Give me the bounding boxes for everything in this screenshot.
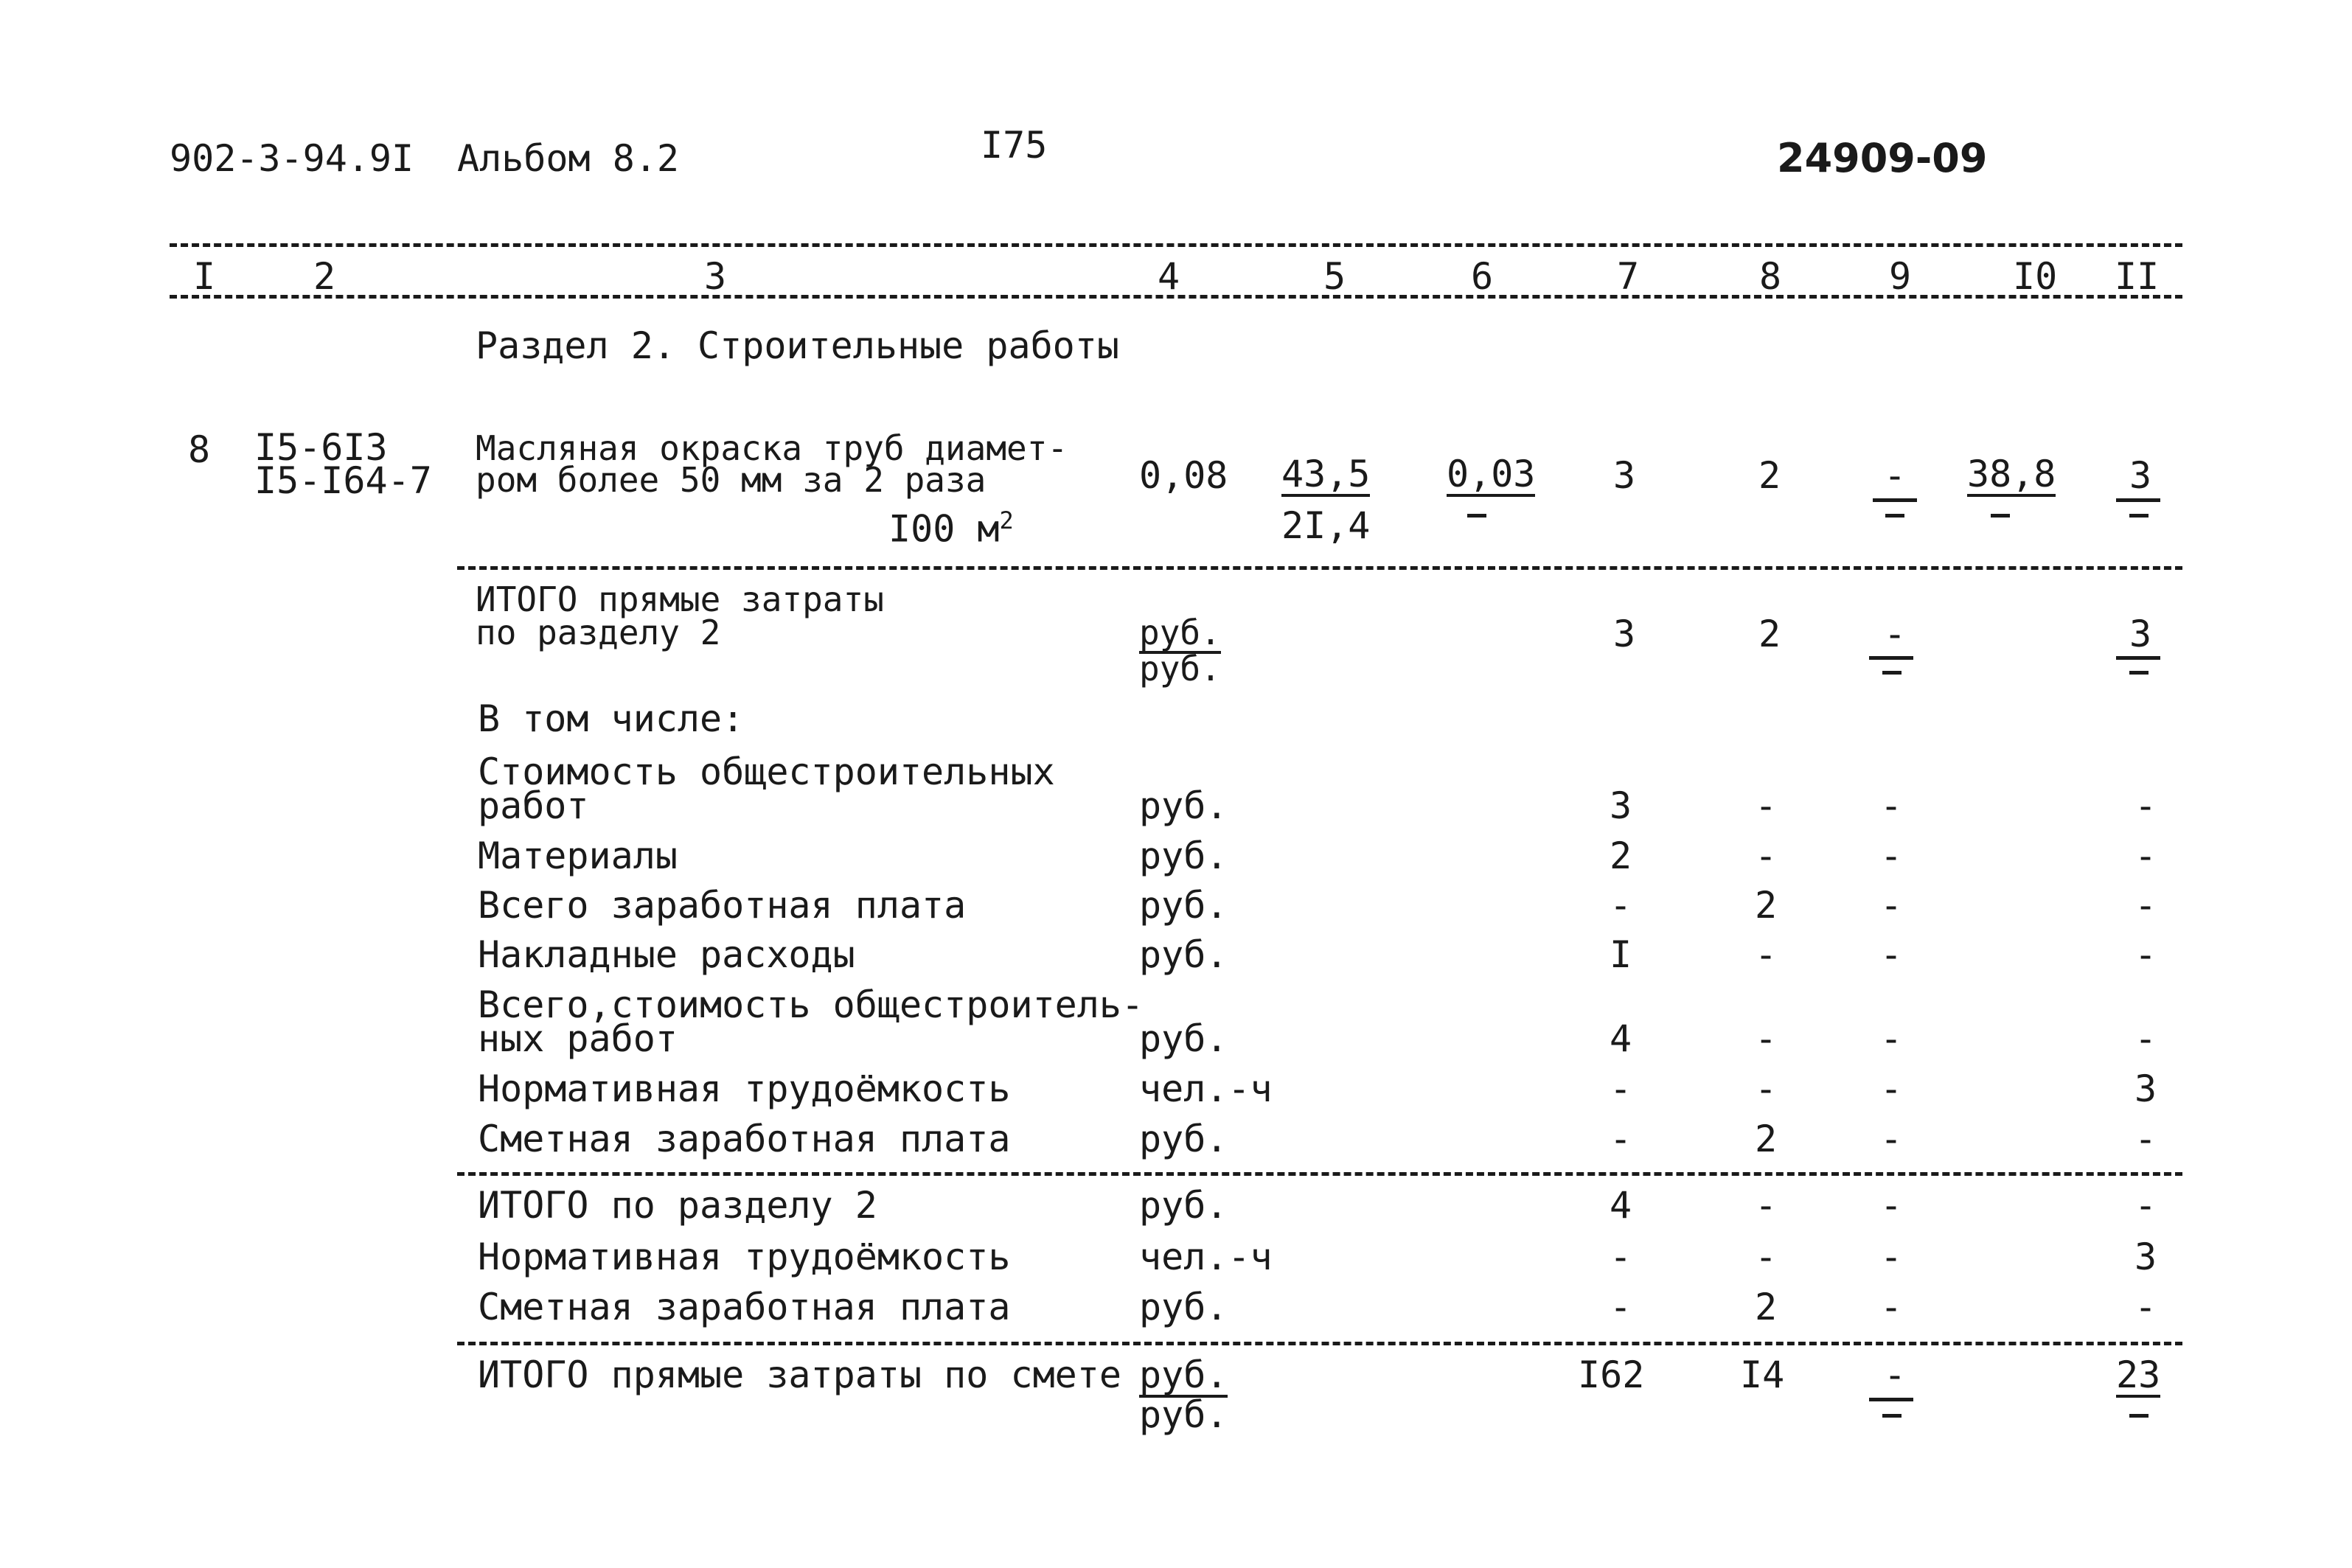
section-total-col-8: - <box>1754 1236 1778 1278</box>
breakdown-unit: руб. <box>1139 884 1228 927</box>
breakdown-col-11: - <box>2134 784 2157 827</box>
section-total-label: Сметная заработная плата <box>478 1286 1011 1328</box>
breakdown-col-8: 2 <box>1754 1118 1778 1160</box>
item-unit-power: 2 <box>999 506 1014 534</box>
inventory-number: 24909-09 <box>1777 135 1988 181</box>
breakdown-col-8: - <box>1754 1067 1778 1110</box>
section-total-col-9: - <box>1879 1184 1903 1227</box>
subtotal-label-line-2: по разделу 2 <box>476 613 721 652</box>
column-header-5: 5 <box>1323 255 1346 298</box>
header-top-divider <box>170 243 2182 247</box>
grand-total-col-8: I4 <box>1740 1353 1785 1396</box>
column-header-4: 4 <box>1158 255 1180 298</box>
item-divider <box>457 566 2182 570</box>
subtotal-col-9-bottom-dash <box>1882 671 1902 675</box>
grand-total-unit-bottom: руб. <box>1139 1393 1228 1436</box>
section-total-col-9: - <box>1879 1286 1903 1328</box>
item-code-1: I5-6I3 <box>254 426 388 469</box>
breakdown-divider <box>457 1172 2182 1176</box>
grand-total-label: ИТОГО прямые затраты по смете <box>478 1353 1121 1396</box>
column-header-11: II <box>2115 255 2160 298</box>
subtotal-col-7: 3 <box>1613 613 1636 655</box>
including-label: В том числе: <box>478 697 745 740</box>
breakdown-col-9: - <box>1879 1118 1903 1160</box>
breakdown-col-9: - <box>1879 834 1903 877</box>
item-col-5-top: 43,5 <box>1281 453 1371 495</box>
breakdown-col-11: - <box>2134 933 2157 976</box>
breakdown-col-8: - <box>1754 784 1778 827</box>
breakdown-col-7: 2 <box>1609 834 1632 877</box>
item-col-8: 2 <box>1758 454 1781 497</box>
grand-total-col-9-rule <box>1869 1398 1913 1401</box>
breakdown-col-8: 2 <box>1754 884 1778 927</box>
breakdown-unit: чел.-ч <box>1139 1067 1273 1110</box>
item-number: 8 <box>188 428 211 471</box>
breakdown-unit: руб. <box>1139 834 1228 877</box>
subtotal-col-11-rule <box>2116 656 2160 660</box>
section-total-col-9: - <box>1879 1236 1903 1278</box>
subtotal-label-line-1: ИТОГО прямые затраты <box>476 579 884 619</box>
grand-total-unit-top: руб. <box>1139 1353 1228 1396</box>
breakdown-col-11: - <box>2134 884 2157 927</box>
column-header-9: 9 <box>1889 255 1912 298</box>
grand-total-col-11-bottom-dash <box>2129 1414 2149 1418</box>
section-total-col-11: - <box>2134 1286 2157 1328</box>
breakdown-label-cont: работ <box>478 784 589 827</box>
column-header-1: I <box>193 255 216 298</box>
breakdown-col-11: - <box>2134 1118 2157 1160</box>
item-col-6-bottom-dash <box>1467 514 1486 518</box>
page-number: I75 <box>981 124 1048 167</box>
document-code: 902-3-94.9I <box>170 137 414 180</box>
item-col-11-rule <box>2116 498 2160 502</box>
item-col-11: 3 <box>2129 454 2152 497</box>
subtotal-col-8: 2 <box>1758 613 1781 655</box>
section-total-col-8: - <box>1754 1184 1778 1227</box>
column-header-7: 7 <box>1617 255 1640 298</box>
section-total-col-8: 2 <box>1754 1286 1778 1328</box>
breakdown-col-8: - <box>1754 933 1778 976</box>
column-header-10: I0 <box>2013 255 2058 298</box>
breakdown-unit: руб. <box>1139 933 1228 976</box>
item-col-5-bottom: 2I,4 <box>1281 504 1371 547</box>
item-col-9-bottom-dash <box>1885 514 1904 518</box>
subtotal-col-9-rule <box>1869 656 1913 660</box>
breakdown-col-11: - <box>2134 1017 2157 1060</box>
breakdown-col-9: - <box>1879 1017 1903 1060</box>
breakdown-unit: руб. <box>1139 1017 1228 1060</box>
section-total-col-7: - <box>1609 1286 1632 1328</box>
subtotal-col-9: - <box>1883 613 1907 655</box>
breakdown-col-11: 3 <box>2134 1067 2157 1110</box>
breakdown-col-9: - <box>1879 784 1903 827</box>
breakdown-col-11: - <box>2134 834 2157 877</box>
section-total-unit: руб. <box>1139 1184 1228 1227</box>
breakdown-unit: руб. <box>1139 1118 1228 1160</box>
breakdown-label-cont: ных работ <box>478 1017 678 1060</box>
item-description-line-1: Масляная окраска труб диамет- <box>476 428 1068 468</box>
breakdown-col-8: - <box>1754 834 1778 877</box>
item-col-10: 38,8 <box>1967 453 2056 495</box>
item-col-10-bottom-dash <box>1991 514 2010 518</box>
subtotal-col-11-bottom-dash <box>2129 671 2149 675</box>
breakdown-col-9: - <box>1879 933 1903 976</box>
section-total-unit: чел.-ч <box>1139 1236 1273 1278</box>
breakdown-col-7: - <box>1609 1118 1632 1160</box>
breakdown-col-7: I <box>1609 933 1632 976</box>
item-col-6: 0,03 <box>1447 453 1536 495</box>
breakdown-label: Стоимость общестроительных <box>478 750 1055 793</box>
item-code-2: I5-I64-7 <box>254 459 432 502</box>
album-label: Альбом 8.2 <box>457 137 680 180</box>
section-total-label: Нормативная трудоёмкость <box>478 1236 1011 1278</box>
breakdown-col-7: 4 <box>1609 1017 1632 1060</box>
section-total-divider <box>457 1342 2182 1345</box>
item-col-9: - <box>1883 454 1907 497</box>
breakdown-label: Сметная заработная плата <box>478 1118 1011 1160</box>
breakdown-col-8: - <box>1754 1017 1778 1060</box>
breakdown-col-9: - <box>1879 884 1903 927</box>
header-bottom-divider <box>170 295 2182 299</box>
breakdown-col-9: - <box>1879 1067 1903 1110</box>
breakdown-label: Материалы <box>478 834 678 877</box>
grand-total-col-9-bottom-dash <box>1882 1414 1902 1418</box>
item-col-11-bottom-dash <box>2129 514 2149 518</box>
breakdown-label: Всего,стоимость общестроитель- <box>478 983 1144 1026</box>
subtotal-unit-top: руб. <box>1139 613 1221 652</box>
subtotal-unit-bottom: руб. <box>1139 649 1221 689</box>
item-col-7: 3 <box>1613 454 1636 497</box>
section-total-col-7: - <box>1609 1236 1632 1278</box>
breakdown-unit: руб. <box>1139 784 1228 827</box>
column-header-6: 6 <box>1471 255 1494 298</box>
breakdown-col-7: - <box>1609 884 1632 927</box>
breakdown-col-7: - <box>1609 1067 1632 1110</box>
section-total-label: ИТОГО по разделу 2 <box>478 1184 877 1227</box>
item-col-9-rule <box>1873 498 1917 502</box>
subtotal-col-11: 3 <box>2129 613 2152 655</box>
item-unit-quantity: I00 м <box>888 507 1000 551</box>
grand-total-col-7: I62 <box>1578 1353 1645 1396</box>
section-total-col-11: 3 <box>2134 1236 2157 1278</box>
breakdown-label: Всего заработная плата <box>478 884 967 927</box>
section-total-col-7: 4 <box>1609 1184 1632 1227</box>
column-header-3: 3 <box>704 255 727 298</box>
grand-total-col-11: 23 <box>2116 1353 2161 1396</box>
grand-total-col-9: - <box>1883 1353 1907 1396</box>
item-description-line-2: ром более 50 мм за 2 раза <box>476 460 987 500</box>
section-total-col-11: - <box>2134 1184 2157 1227</box>
breakdown-col-7: 3 <box>1609 784 1632 827</box>
breakdown-label: Нормативная трудоёмкость <box>478 1067 1011 1110</box>
column-header-8: 8 <box>1759 255 1782 298</box>
item-unit <box>888 506 1014 551</box>
section-total-unit: руб. <box>1139 1286 1228 1328</box>
breakdown-label: Накладные расходы <box>478 933 855 976</box>
section-title: Раздел 2. Строительные работы <box>476 324 1119 367</box>
column-header-2: 2 <box>313 255 336 298</box>
item-col-4: 0,08 <box>1139 454 1228 497</box>
